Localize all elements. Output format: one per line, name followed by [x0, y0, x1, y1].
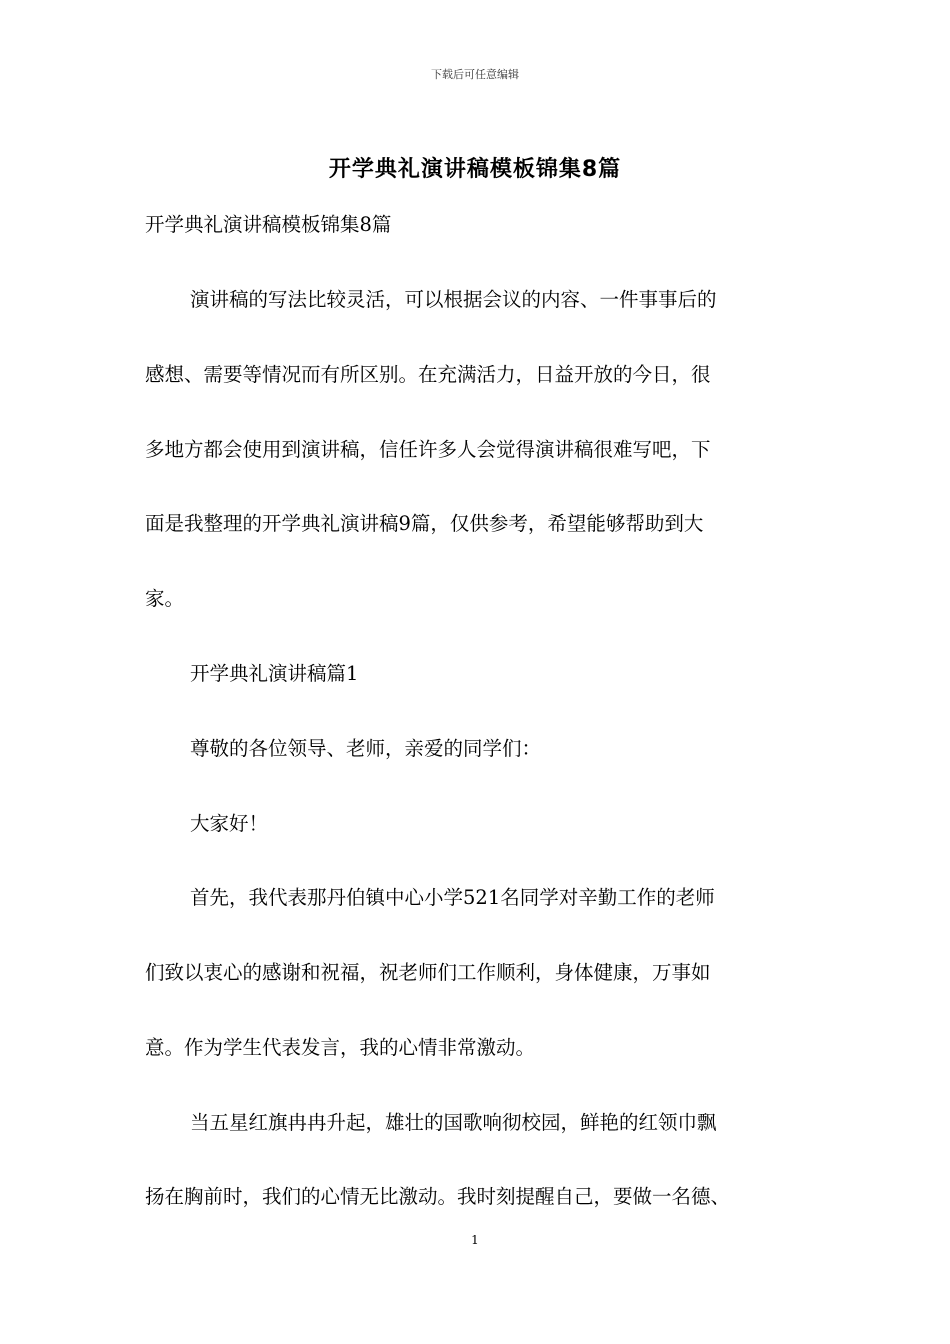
- paragraph-line: 家。: [145, 587, 185, 610]
- subtitle-line: 开学典礼演讲稿模板锦集8篇: [145, 213, 392, 236]
- paragraph-line: 意。作为学生代表发言，我的心情非常激动。: [145, 1036, 536, 1059]
- salutation-line: 尊敬的各位领导、老师，亲爱的同学们：: [190, 737, 542, 760]
- paragraph-line: 面是我整理的开学典礼演讲稿9篇，仅供参考，希望能够帮助到大: [145, 512, 704, 535]
- page-number: 1: [471, 1233, 479, 1247]
- paragraph-line: 扬在胸前时，我们的心情无比激动。我时刻提醒自己，要做一名德、: [145, 1185, 731, 1208]
- paragraph-line: 当五星红旗冉冉升起，雄壮的国歌响彻校园，鲜艳的红领巾飘: [190, 1111, 717, 1134]
- paragraph-line: 感想、需要等情况而有所区别。在充满活力，日益开放的今日，很: [145, 363, 711, 386]
- paragraph-line: 多地方都会使用到演讲稿，信任许多人会觉得演讲稿很难写吧，下: [145, 438, 711, 461]
- document-title: 开学典礼演讲稿模板锦集8篇: [328, 157, 622, 182]
- paragraph-line: 们致以衷心的感谢和祝福，祝老师们工作顺利，身体健康，万事如: [145, 961, 711, 984]
- section-heading: 开学典礼演讲稿篇1: [190, 662, 359, 685]
- paragraph-line: 首先，我代表那丹伯镇中心小学521名同学对辛勤工作的老师: [190, 886, 715, 909]
- paragraph-line: 演讲稿的写法比较灵活，可以根据会议的内容、一件事事后的: [190, 288, 717, 311]
- greeting-line: 大家好！: [190, 812, 269, 835]
- header-note: 下载后可任意编辑: [431, 68, 519, 81]
